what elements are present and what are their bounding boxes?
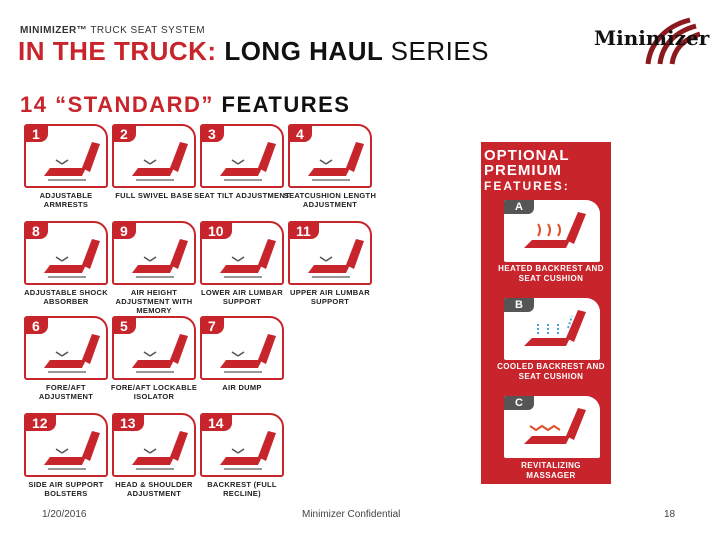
feature-tile [112,124,196,188]
feature-tile [200,413,284,477]
premium-letter: A [504,200,534,214]
feature-caption: BACKREST (FULL RECLINE) [207,480,277,498]
feature-item [112,124,196,200]
feature-number: 2 [114,126,136,142]
title-in-the-truck: IN THE TRUCK: [18,36,217,66]
feature-number: 11 [290,223,319,239]
title-long-haul: LONG HAUL [224,36,383,66]
feature-number: 8 [26,223,48,239]
feature-item [24,124,108,209]
feature-tile [288,221,372,285]
feature-caption: UPPER AIR LUMBAR SUPPORT [290,288,370,306]
feature-number: 6 [26,318,48,334]
feature-caption: SEATCUSHION LENGTH ADJUSTMENT [283,191,377,209]
feature-number: 12 [26,415,56,431]
premium-subtitle: FEATURES: [484,179,570,193]
premium-caption-massager: REVITALIZING MASSAGER [521,461,581,480]
feature-item [24,316,108,401]
feature-number: 4 [290,126,312,142]
feature-item [288,221,372,306]
feature-item [194,124,290,200]
feature-item [283,124,377,209]
premium-tile-cooled [504,298,600,360]
feature-number: 3 [202,126,224,142]
feature-number: 10 [202,223,232,239]
title-series: SERIES [390,36,490,66]
section-title: 14 “STANDARD” FEATURES [20,92,351,117]
feature-caption: SEAT TILT ADJUSTMENT [194,191,290,200]
premium-caption-heated: HEATED BACKREST AND SEAT CUSHION [498,264,604,283]
feature-item [24,221,108,306]
premium-letter: C [504,396,534,410]
feature-tile [112,413,196,477]
feature-item [24,413,108,498]
series-subtitle: MINIMIZER™ TRUCK SEAT SYSTEM [20,25,206,36]
feature-item [200,221,284,306]
feature-item [200,316,284,392]
feature-caption: ADJUSTABLE ARMRESTS [39,191,93,209]
feature-tile [112,316,196,380]
premium-letter: B [504,298,534,312]
feature-tile [24,316,108,380]
footer-date: 1/20/2016 [42,509,87,520]
page-number: 18 [664,509,676,520]
feature-number: 7 [202,318,224,334]
feature-caption: FULL SWIVEL BASE [115,191,193,200]
premium-tile-heated [504,200,600,262]
feature-tile [200,316,284,380]
feature-tile [200,124,284,188]
feature-tile [112,221,196,285]
feature-item [112,316,196,401]
feature-item [200,413,284,498]
feature-tile [288,124,372,188]
feature-tile [24,124,108,188]
feature-item [112,221,196,315]
feature-number: 13 [114,415,144,431]
feature-number: 1 [26,126,48,142]
feature-item [112,413,196,498]
footer-confidential: Minimizer Confidential [302,509,401,520]
brand-logo: Minimizer [594,26,710,50]
premium-caption-cooled: COOLED BACKREST AND SEAT CUSHION [497,362,605,381]
feature-caption: AIR DUMP [222,383,262,392]
page-title [18,36,489,67]
feature-tile [24,221,108,285]
feature-caption: LOWER AIR LUMBAR SUPPORT [200,288,283,306]
premium-tile-massager [504,396,600,458]
feature-caption: AIR HEIGHT ADJUSTMENT WITH MEMORY [115,288,193,315]
feature-number: 14 [202,415,232,431]
premium-title: OPTIONAL PREMIUM [484,147,570,179]
feature-tile [24,413,108,477]
feature-caption: ADJUSTABLE SHOCK ABSORBER [24,288,108,306]
feature-number: 5 [114,318,136,334]
feature-caption: FORE/AFT ADJUSTMENT [38,383,94,401]
feature-caption: HEAD & SHOULDER ADJUSTMENT [115,480,193,498]
feature-caption: SIDE AIR SUPPORT BOLSTERS [28,480,104,498]
feature-number: 9 [114,223,136,239]
feature-tile [200,221,284,285]
feature-caption: FORE/AFT LOCKABLE ISOLATOR [110,383,198,401]
